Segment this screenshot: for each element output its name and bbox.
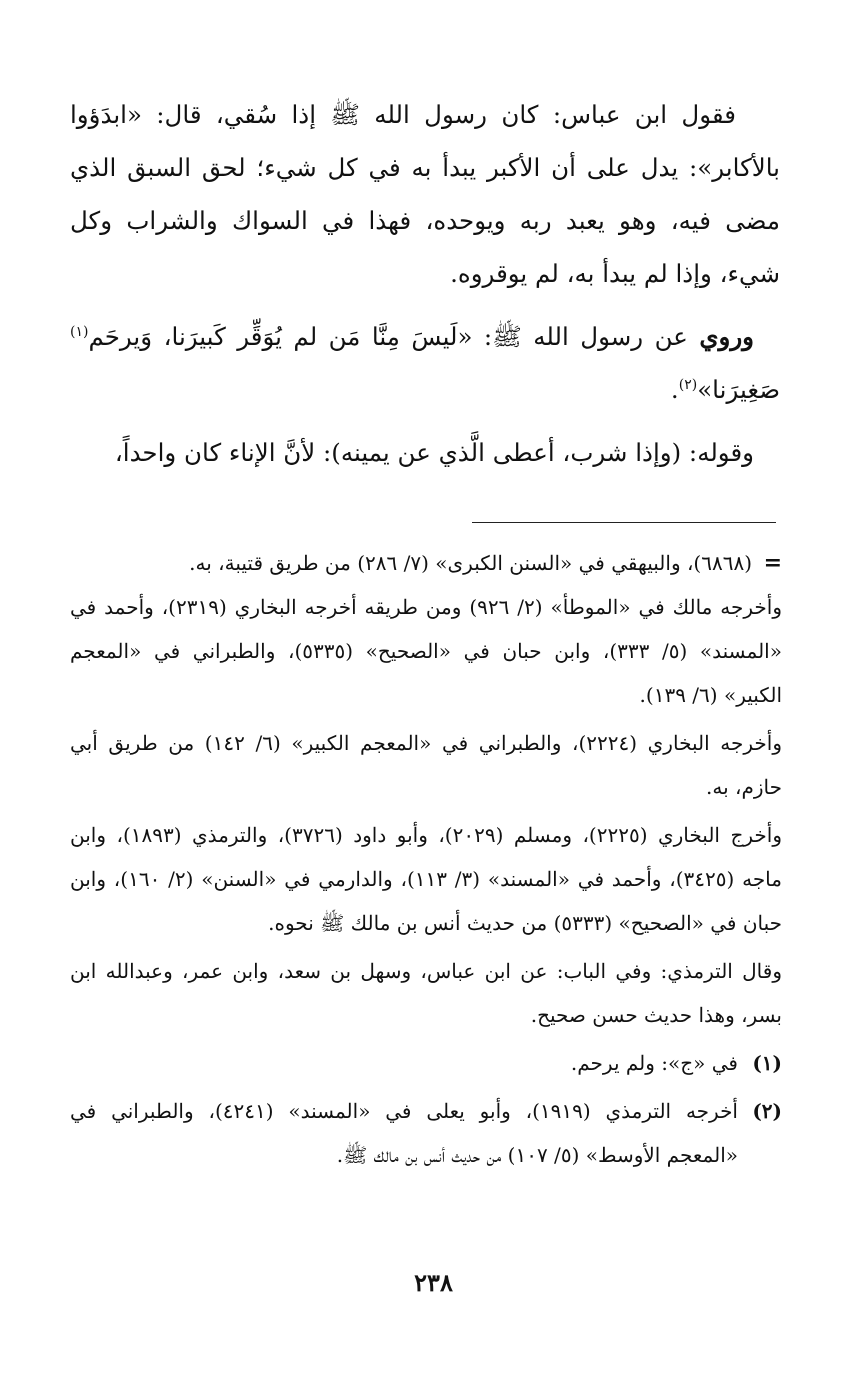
- footnotes: [70, 541, 782, 1181]
- footnote-continuation: [70, 541, 782, 585]
- continuation-text: (٦٨٦٨)، والبيهقي في «السنن الكبرى» (٧/ ٢٨٦) من طريق قتيبة، به.: [189, 551, 752, 575]
- main-paragraph-3: وقوله: (وإذا شرب، أعطى الَّذي عن يمينه): لأنَّ الإناء كان واحداً،: [114, 438, 754, 467]
- footnote-1: [70, 1041, 782, 1085]
- footnote-2-number: (٢): [752, 1099, 782, 1123]
- footnote-paragraph-4: وقال الترمذي: وفي الباب: عن ابن عباس، وسهل بن سعد، وابن عمر، وعبدالله ابن بسر، وهذا حديث حسن صحيح.: [70, 959, 782, 1027]
- hadith-text: عن رسول الله ﷺ: «لَيسَ مِنَّا مَن لم يُوَقِّر كَبيرَنا، وَيرحَم: [88, 322, 700, 351]
- main-text: [70, 88, 780, 489]
- main-paragraph-2: [70, 310, 780, 416]
- footnote-1-text: في «ج»: ولم يرحم.: [570, 1051, 738, 1075]
- footnote-2-text: أخرجه الترمذي (١٩١٩)، وأبو يعلى في «المسند» (٤٢٤١)، والطبراني في «المعجم الأوسط» (٥/ ١٠٧) من حديث أنس بن مالك ﷺ.: [70, 1099, 738, 1167]
- hadith-text-end: صَغِيرَنا»: [697, 375, 780, 404]
- footnote-paragraph-1: وأخرجه مالك في «الموطأ» (٢/ ٩٢٦) ومن طريقه أخرجه البخاري (٢٣١٩)، وأحمد في «المسند» (٥/ ٣٣٣)، وابن حبان في «الصحيح» (٥٣٣٥)، والطبراني في «المعجم الكبير» (٦/ ١٣٩).: [70, 595, 782, 707]
- footnote-paragraph-2: وأخرجه البخاري (٢٢٢٤)، والطبراني في «المعجم الكبير» (٦/ ١٤٢) من طريق أبي حازم، به.: [70, 731, 782, 799]
- continuation-marker: =: [763, 550, 782, 576]
- footnote-separator: [472, 522, 776, 523]
- footnote-1-number: (١): [752, 1051, 782, 1075]
- page-number: ٢٣٨: [414, 1268, 453, 1297]
- main-paragraph-1: فقول ابن عباس: كان رسول الله ﷺ إذا سُقي، قال: «ابدَؤوا بالأكابر»: يدل على أن الأكبر يبدأ به في كل شيء؛ لحق السبق الذي مضى فيه، وهو يعبد ربه ويوحده، فهذا في السواك والشراب وكل شيء، وإذا لم يبدأ به، لم يوقروه.: [70, 100, 780, 288]
- paragraph-lead-word: وروي: [699, 322, 754, 351]
- footnote-ref-2[interactable]: (٢): [678, 376, 698, 393]
- sentence-end: .: [670, 375, 679, 404]
- footnote-2: [70, 1089, 782, 1177]
- footnote-ref-1[interactable]: (١): [70, 323, 89, 340]
- footnote-paragraph-3: وأخرج البخاري (٢٢٢٥)، ومسلم (٢٠٢٩)، وأبو داود (٣٧٢٦)، والترمذي (١٨٩٣)، وابن ماجه (٣٤٢٥)، وأحمد في «المسند» (٣/ ١١٣)، والدارمي في «السنن» (٢/ ١٦٠)، وابن حبان في «الصحيح» (٥٣٣٣) من حديث أنس بن مالك ﷺ نحوه.: [70, 823, 782, 935]
